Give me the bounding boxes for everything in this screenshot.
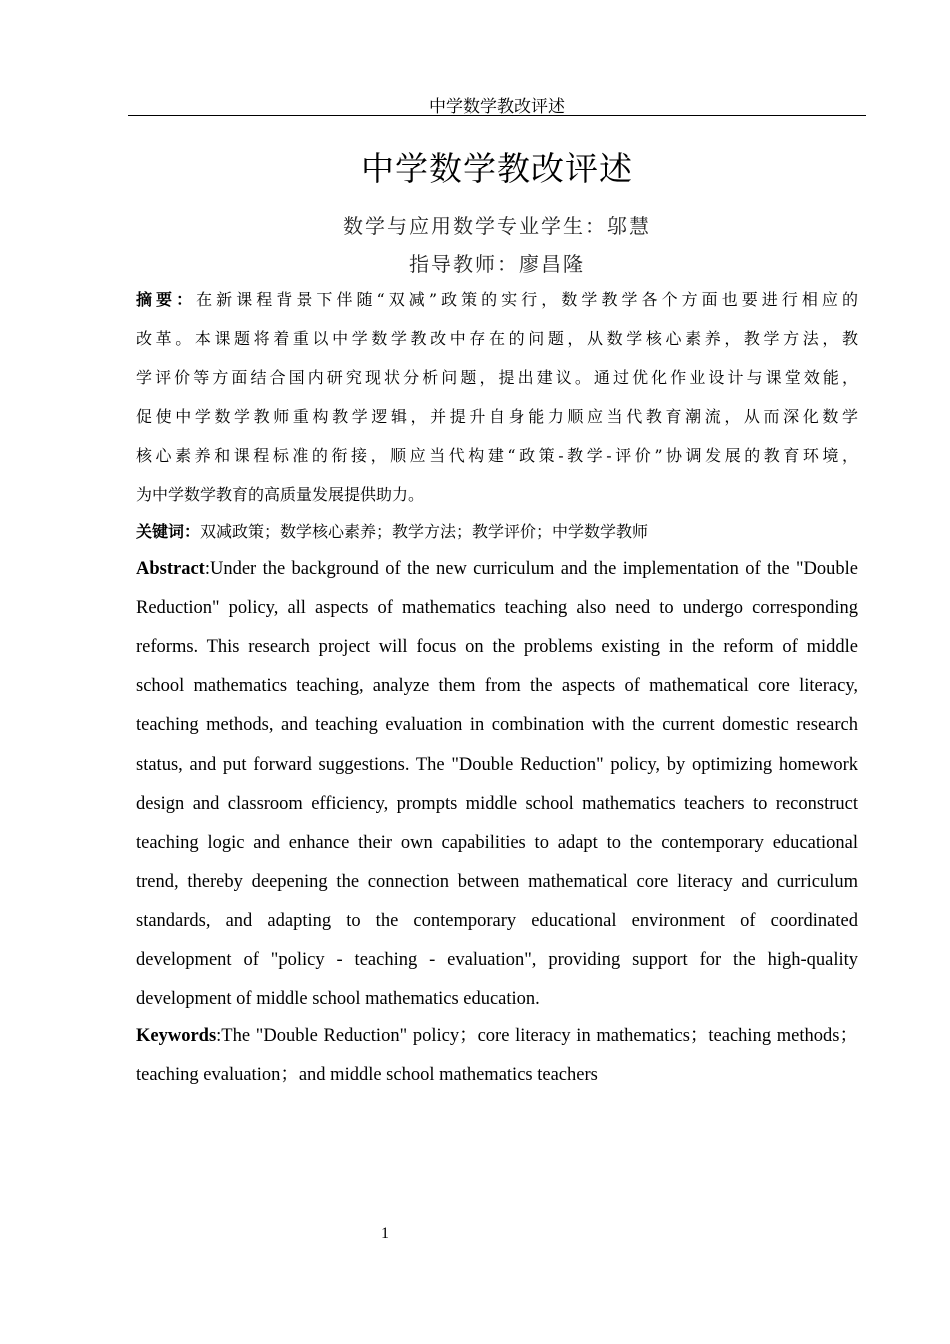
- abstract-cn-line: [136, 444, 858, 468]
- keywords-en-label: Keywords: [136, 1026, 217, 1046]
- abstract-en-line: [136, 870, 858, 894]
- keywords-en-line-2: teaching evaluation；and middle school mathematics teachers: [136, 1065, 598, 1085]
- running-header: 中学数学教改评述: [429, 97, 565, 117]
- abstract-en-line: [136, 596, 858, 620]
- abstract-cn-text: 促使中学数学教师重构教学逻辑，并提升自身能力顺应当代教育潮流，从而深化数学: [136, 407, 858, 426]
- abstract-en-line: [136, 792, 858, 816]
- abstract-en-text: Reduction" policy, all aspects of mathematics teaching also need to undergo corresponding: [136, 598, 858, 619]
- abstract-en-line: [136, 635, 858, 659]
- author-line: 数学与应用数学专业学生：邬慧: [343, 214, 651, 238]
- abstract-cn-line: [136, 405, 858, 429]
- abstract-en-text: standards, and adapting to the contemporary educational environment of coordinated: [136, 910, 858, 931]
- abstract-cn-line: [136, 288, 858, 312]
- abstract-cn-text: 学评价等方面结合国内研究现状分析问题，提出建议。通过优化作业设计与课堂效能，: [136, 368, 858, 387]
- page-title: 中学数学教改评述: [361, 149, 633, 188]
- abstract-en-line: [136, 831, 858, 855]
- abstract-cn-line: [136, 483, 858, 507]
- header-rule: [128, 115, 866, 116]
- abstract-cn-text: 改革。本课题将着重以中学数学教改中存在的问题，从数学核心素养，教学方法，教: [136, 329, 858, 348]
- abstract-en-line: [136, 987, 858, 1011]
- abstract-cn-text: 在新课程背景下伴随“双减”政策的实行，数学教学各个方面也要进行相应的: [196, 290, 858, 309]
- abstract-cn-text: 为中学数学教育的高质量发展提供助力。: [136, 485, 425, 504]
- abstract-cn-label: 摘要：: [136, 290, 197, 309]
- abstract-en-text: teaching methods, and teaching evaluation in combination with the current domestic research: [136, 715, 858, 736]
- abstract-en-text: design and classroom efficiency, prompts middle school mathematics teachers to reconstruct: [136, 793, 858, 814]
- abstract-en-line: [136, 948, 858, 972]
- advisor-line: 指导教师：廖昌隆: [409, 252, 585, 276]
- abstract-en-line: [136, 674, 858, 698]
- abstract-en-text: reforms. This research project will focus on the problems existing in the reform of middle: [136, 637, 858, 658]
- abstract-en-text: :Under the background of the new curriculum and the implementation of the "Double: [204, 559, 858, 579]
- keywords-cn-text: 双减政策；数学核心素养；教学方法；教学评价；中学数学教师: [200, 522, 649, 541]
- abstract-en-text: teaching logic and enhance their own capabilities to adapt to the contemporary educational: [136, 832, 858, 853]
- abstract-en-line: [136, 753, 858, 777]
- abstract-cn-line: [136, 366, 858, 390]
- page-number: 1: [381, 1225, 389, 1242]
- abstract-en-text: trend, thereby deepening the connection between mathematical core literacy and curriculum: [136, 871, 858, 892]
- abstract-en-label: Abstract: [136, 559, 205, 579]
- abstract-en-line: [136, 909, 858, 933]
- keywords-cn-label: 关键词：: [136, 522, 201, 541]
- keywords-en-text-1: :The "Double Reduction" policy；core literacy in mathematics；teaching methods；: [216, 1026, 858, 1046]
- abstract-en-text: school mathematics teaching, analyze them from the aspects of mathematical core literacy,: [136, 676, 858, 697]
- abstract-en-text: status, and put forward suggestions. The "Double Reduction" policy, by optimizing homework: [136, 754, 858, 775]
- abstract-cn-text: 核心素养和课程标准的衔接，顺应当代构建“政策-教学-评价”协调发展的教育环境，: [136, 446, 858, 465]
- abstract-en-line: [136, 557, 858, 581]
- abstract-en-line: [136, 713, 858, 737]
- abstract-en-text: development of middle school mathematics education.: [136, 989, 540, 1010]
- abstract-cn-line: [136, 327, 858, 351]
- abstract-en-text: development of "policy - teaching - evaluation", providing support for the high-quality: [136, 950, 858, 970]
- keywords-cn: [136, 520, 858, 544]
- keywords-en-line-1: [136, 1024, 858, 1048]
